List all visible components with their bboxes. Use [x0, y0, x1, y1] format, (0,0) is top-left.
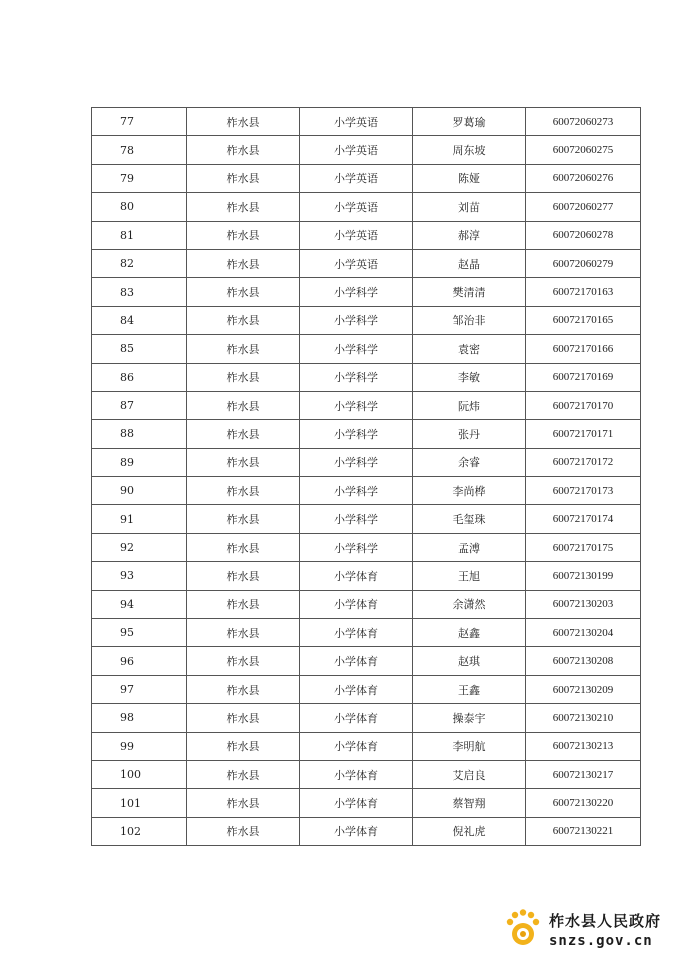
subject-cell: 小学体育 — [300, 590, 413, 618]
row-number: 82 — [92, 249, 187, 277]
table-row — [92, 448, 641, 476]
row-number: 83 — [92, 278, 187, 306]
row-number: 92 — [92, 533, 187, 561]
name-cell: 李明航 — [413, 732, 526, 760]
table-row — [92, 590, 641, 618]
name-cell: 王旭 — [413, 562, 526, 590]
county-cell: 柞水县 — [187, 420, 300, 448]
name-cell: 孟溥 — [413, 533, 526, 561]
county-cell: 柞水县 — [187, 136, 300, 164]
county-cell: 柞水县 — [187, 221, 300, 249]
row-number: 100 — [92, 760, 187, 788]
id-number-cell: 60072170172 — [526, 448, 641, 476]
county-cell: 柞水县 — [187, 647, 300, 675]
table-row — [92, 363, 641, 391]
id-number-cell: 60072130217 — [526, 760, 641, 788]
name-cell: 蔡智翔 — [413, 789, 526, 817]
subject-cell: 小学科学 — [300, 306, 413, 334]
id-number-cell: 60072060279 — [526, 249, 641, 277]
roster-body — [92, 108, 641, 846]
table-row — [92, 533, 641, 561]
name-cell: 倪礼虎 — [413, 817, 526, 845]
table-row — [92, 221, 641, 249]
row-number: 91 — [92, 505, 187, 533]
county-cell: 柞水县 — [187, 363, 300, 391]
row-number: 86 — [92, 363, 187, 391]
county-cell: 柞水县 — [187, 391, 300, 419]
name-cell: 李尚桦 — [413, 477, 526, 505]
row-number: 81 — [92, 221, 187, 249]
name-cell: 邹治非 — [413, 306, 526, 334]
subject-cell: 小学英语 — [300, 164, 413, 192]
row-number: 99 — [92, 732, 187, 760]
row-number: 93 — [92, 562, 187, 590]
table-row — [92, 391, 641, 419]
table-row — [92, 420, 641, 448]
county-cell: 柞水县 — [187, 477, 300, 505]
row-number: 78 — [92, 136, 187, 164]
name-cell: 赵鑫 — [413, 619, 526, 647]
county-cell: 柞水县 — [187, 278, 300, 306]
county-cell: 柞水县 — [187, 704, 300, 732]
name-cell: 赵琪 — [413, 647, 526, 675]
id-number-cell: 60072170166 — [526, 335, 641, 363]
table-row — [92, 760, 641, 788]
name-cell: 李敏 — [413, 363, 526, 391]
table-row — [92, 477, 641, 505]
subject-cell: 小学英语 — [300, 221, 413, 249]
subject-cell: 小学科学 — [300, 533, 413, 561]
row-number: 95 — [92, 619, 187, 647]
table-row — [92, 789, 641, 817]
table-row — [92, 675, 641, 703]
county-cell: 柞水县 — [187, 590, 300, 618]
subject-cell: 小学英语 — [300, 108, 413, 136]
table-row — [92, 704, 641, 732]
row-number: 77 — [92, 108, 187, 136]
id-number-cell: 60072130203 — [526, 590, 641, 618]
id-number-cell: 60072130204 — [526, 619, 641, 647]
county-cell: 柞水县 — [187, 249, 300, 277]
table-row — [92, 335, 641, 363]
row-number: 87 — [92, 391, 187, 419]
id-number-cell: 60072130209 — [526, 675, 641, 703]
id-number-cell: 60072170163 — [526, 278, 641, 306]
site-watermark — [505, 906, 665, 954]
subject-cell: 小学体育 — [300, 732, 413, 760]
subject-cell: 小学英语 — [300, 136, 413, 164]
name-cell: 陈娅 — [413, 164, 526, 192]
name-cell: 樊清清 — [413, 278, 526, 306]
row-number: 101 — [92, 789, 187, 817]
watermark-url: snzs.gov.cn — [549, 933, 653, 949]
id-number-cell: 60072060276 — [526, 164, 641, 192]
name-cell: 周东坡 — [413, 136, 526, 164]
county-cell: 柞水县 — [187, 675, 300, 703]
id-number-cell: 60072170165 — [526, 306, 641, 334]
county-cell: 柞水县 — [187, 533, 300, 561]
table-row — [92, 164, 641, 192]
table-row — [92, 562, 641, 590]
row-number: 85 — [92, 335, 187, 363]
subject-cell: 小学科学 — [300, 420, 413, 448]
name-cell: 王鑫 — [413, 675, 526, 703]
row-number: 90 — [92, 477, 187, 505]
subject-cell: 小学科学 — [300, 505, 413, 533]
sun-emblem-icon — [505, 908, 541, 948]
county-cell: 柞水县 — [187, 619, 300, 647]
county-cell: 柞水县 — [187, 306, 300, 334]
row-number: 84 — [92, 306, 187, 334]
county-cell: 柞水县 — [187, 760, 300, 788]
subject-cell: 小学体育 — [300, 619, 413, 647]
row-number: 97 — [92, 675, 187, 703]
id-number-cell: 60072130213 — [526, 732, 641, 760]
subject-cell: 小学体育 — [300, 704, 413, 732]
row-number: 79 — [92, 164, 187, 192]
subject-cell: 小学体育 — [300, 760, 413, 788]
id-number-cell: 60072170175 — [526, 533, 641, 561]
row-number: 88 — [92, 420, 187, 448]
subject-cell: 小学科学 — [300, 391, 413, 419]
table-row — [92, 108, 641, 136]
table-row — [92, 306, 641, 334]
county-cell: 柞水县 — [187, 562, 300, 590]
name-cell: 张丹 — [413, 420, 526, 448]
subject-cell: 小学体育 — [300, 675, 413, 703]
name-cell: 阮炜 — [413, 391, 526, 419]
name-cell: 艾启良 — [413, 760, 526, 788]
row-number: 102 — [92, 817, 187, 845]
table-row — [92, 193, 641, 221]
id-number-cell: 60072060277 — [526, 193, 641, 221]
id-number-cell: 60072060273 — [526, 108, 641, 136]
table-row — [92, 647, 641, 675]
table-row — [92, 619, 641, 647]
table-row — [92, 278, 641, 306]
id-number-cell: 60072130221 — [526, 817, 641, 845]
row-number: 96 — [92, 647, 187, 675]
id-number-cell: 60072170170 — [526, 391, 641, 419]
table-row — [92, 732, 641, 760]
name-cell: 罗葛瑜 — [413, 108, 526, 136]
watermark-title: 柞水县人民政府 — [549, 912, 662, 930]
roster-table — [91, 107, 641, 846]
subject-cell: 小学体育 — [300, 562, 413, 590]
row-number: 98 — [92, 704, 187, 732]
table-row — [92, 249, 641, 277]
name-cell: 余睿 — [413, 448, 526, 476]
county-cell: 柞水县 — [187, 448, 300, 476]
county-cell: 柞水县 — [187, 164, 300, 192]
subject-cell: 小学体育 — [300, 817, 413, 845]
name-cell: 袁密 — [413, 335, 526, 363]
row-number: 80 — [92, 193, 187, 221]
county-cell: 柞水县 — [187, 335, 300, 363]
county-cell: 柞水县 — [187, 108, 300, 136]
name-cell: 郝淳 — [413, 221, 526, 249]
table-row — [92, 505, 641, 533]
subject-cell: 小学英语 — [300, 193, 413, 221]
county-cell: 柞水县 — [187, 789, 300, 817]
subject-cell: 小学体育 — [300, 647, 413, 675]
id-number-cell: 60072060278 — [526, 221, 641, 249]
name-cell: 赵晶 — [413, 249, 526, 277]
id-number-cell: 60072170173 — [526, 477, 641, 505]
row-number: 89 — [92, 448, 187, 476]
name-cell: 毛玺珠 — [413, 505, 526, 533]
subject-cell: 小学科学 — [300, 477, 413, 505]
subject-cell: 小学科学 — [300, 448, 413, 476]
id-number-cell: 60072170174 — [526, 505, 641, 533]
subject-cell: 小学体育 — [300, 789, 413, 817]
subject-cell: 小学科学 — [300, 363, 413, 391]
name-cell: 余潇然 — [413, 590, 526, 618]
subject-cell: 小学英语 — [300, 249, 413, 277]
subject-cell: 小学科学 — [300, 278, 413, 306]
county-cell: 柞水县 — [187, 732, 300, 760]
table-row — [92, 817, 641, 845]
id-number-cell: 60072130210 — [526, 704, 641, 732]
table-row — [92, 136, 641, 164]
id-number-cell: 60072130220 — [526, 789, 641, 817]
name-cell: 刘苗 — [413, 193, 526, 221]
row-number: 94 — [92, 590, 187, 618]
id-number-cell: 60072170171 — [526, 420, 641, 448]
subject-cell: 小学科学 — [300, 335, 413, 363]
county-cell: 柞水县 — [187, 505, 300, 533]
id-number-cell: 60072170169 — [526, 363, 641, 391]
id-number-cell: 60072130199 — [526, 562, 641, 590]
name-cell: 操泰宇 — [413, 704, 526, 732]
county-cell: 柞水县 — [187, 193, 300, 221]
id-number-cell: 60072060275 — [526, 136, 641, 164]
county-cell: 柞水县 — [187, 817, 300, 845]
id-number-cell: 60072130208 — [526, 647, 641, 675]
